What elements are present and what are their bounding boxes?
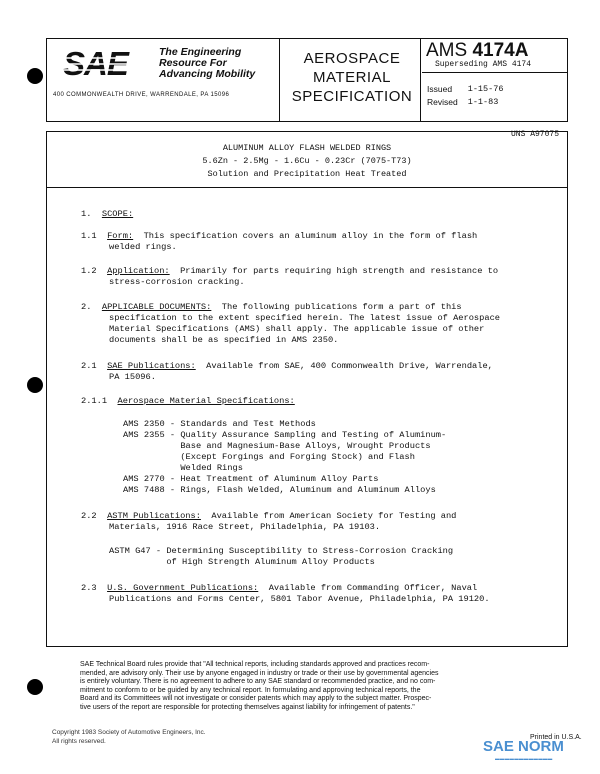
notice-line: Board and its Committees will not investigate or consider patents which may apply to the subject matter. Prospec-: [80, 695, 432, 703]
section-heading-form: Form:: [107, 231, 134, 241]
doc-type-line: AEROSPACE: [303, 50, 401, 67]
astm-list-item: of High Strength Aluminum Alloy Products: [109, 557, 375, 567]
section-number: 2.1.1: [81, 396, 108, 406]
notice-line: mitment to conform to or be guided by any technical report. In formulating and approving technical reports, the: [80, 686, 421, 694]
tagline-line: Resource For: [159, 57, 227, 69]
ams-prefix: AMS: [426, 40, 468, 61]
section-number: 1.: [81, 209, 92, 219]
tagline-line: The Engineering: [159, 46, 242, 58]
notice-line: is entirely voluntary. There is no agreement to adhere to any SAE standard or recommended practice, and no com-: [80, 678, 436, 686]
section-heading-applicable-documents: APPLICABLE DOCUMENTS:: [101, 302, 212, 312]
section-number: 2.: [81, 302, 92, 312]
notice-line: SAE Technical Board rules provide that "All technical reports, including standards approved and practices recom-: [80, 661, 430, 668]
section-text: The following publications form a part of this: [221, 302, 462, 312]
ams-list-item: AMS 2355 - Quality Assurance Sampling and Testing of Aluminum-: [123, 430, 447, 440]
section-number: 2.2: [81, 511, 97, 521]
section-number: 2.1: [81, 361, 97, 371]
sae-norm-watermark: SAE NORM: [483, 738, 564, 755]
ams-list-item: AMS 7488 - Rings, Flash Welded, Aluminum and Aluminum Alloys: [123, 485, 436, 495]
sae-logo: [63, 48, 173, 82]
section-text: welded rings.: [109, 242, 177, 252]
superseding-note: Superseding AMS 4174: [435, 60, 532, 69]
section-text: Publications and Forms Center, 5801 Tabor Avenue, Philadelphia, PA 19120.: [109, 594, 490, 604]
section-number: 2.3: [81, 583, 97, 593]
printed-in: Printed in U.S.A.: [530, 734, 582, 741]
issued-date: 1-15-76: [467, 84, 504, 94]
punch-hole-top: [27, 68, 43, 84]
ams-list-item: Welded Rings: [123, 463, 243, 473]
section-heading-scope: SCOPE:: [101, 209, 134, 219]
section-heading-sae-publications: SAE Publications:: [107, 361, 196, 371]
copyright-line: Copyright 1983 Society of Automotive Engineers, Inc.: [52, 729, 206, 736]
content-frame: [46, 131, 568, 647]
ams-number-value: 4174A: [472, 40, 529, 61]
notice-line: mended, are advisory only. Their use by anyone engaged in industry or trade or their use by governmental agencies: [80, 669, 439, 677]
title-line-2: 5.6Zn - 2.5Mg - 1.6Cu - 0.23Cr (7075-T73): [202, 156, 412, 166]
sae-address: 400 COMMONWEALTH DRIVE, WARRENDALE, PA 15096: [53, 92, 230, 98]
section-text: documents shall be as specified in AMS 2350.: [109, 335, 339, 345]
section-text: Materials, 1916 Race Street, Philadelphia, PA 19103.: [109, 522, 381, 532]
revised-label: Revised: [427, 97, 458, 107]
astm-list-item: ASTM G47 - Determining Susceptibility to Stress-Corrosion Cracking: [109, 546, 454, 556]
section-text: Material Specifications (AMS) shall apply. The applicable issue of other: [109, 324, 485, 334]
ams-list-item: Base and Magnesium-Base Alloys, Wrought Products: [123, 441, 431, 451]
section-text: stress-corrosion cracking.: [109, 277, 245, 287]
punch-hole-bottom: [27, 679, 43, 695]
section-heading-application: Application:: [107, 266, 170, 276]
tagline-line: Advancing Mobility: [159, 68, 256, 80]
sae-tagline: [159, 47, 255, 80]
section-text: This specification covers an aluminum alloy in the form of flash: [143, 231, 478, 241]
title-line-3: Solution and Precipitation Heat Treated: [207, 169, 407, 179]
notice-line: tive users of the report are responsible for protecting themselves against liability for infringement of patents.": [80, 703, 415, 711]
section-number: 1.2: [81, 266, 97, 276]
punch-hole-middle: [27, 377, 43, 393]
ams-number: [426, 40, 528, 62]
section-number: 1.1: [81, 231, 97, 241]
ams-list-item: (Except Forgings and Forging Stock) and Flash: [123, 452, 415, 462]
section-text: Primarily for parts requiring high strength and resistance to: [180, 266, 499, 276]
section-text: Available from Commanding Officer, Naval: [268, 583, 478, 593]
section-text: specification to the extent specified herein. The latest issue of Aerospace: [109, 313, 501, 323]
section-heading-us-gov-publications: U.S. Government Publications:: [107, 583, 259, 593]
issue-dates: [427, 83, 513, 109]
svg-text:SAE: SAE: [63, 48, 128, 82]
ams-list-item: AMS 2770 - Heat Treatment of Aluminum Alloy Parts: [123, 474, 379, 484]
copyright: [52, 728, 206, 746]
uns-number: UNS A97075: [510, 130, 559, 139]
section-heading-ams: Aerospace Material Specifications:: [117, 396, 295, 406]
header-box: [46, 38, 568, 122]
copyright-line: All rights reserved.: [52, 738, 106, 745]
issued-label: Issued: [427, 84, 453, 94]
section-text: Available from SAE, 400 Commonwealth Drive, Warrendale,: [206, 361, 493, 371]
revised-date: 1-1-83: [467, 97, 499, 107]
doc-type-line: SPECIFICATION: [291, 88, 413, 105]
section-text: Available from American Society for Testing and: [211, 511, 457, 521]
document-title: [47, 142, 567, 181]
document-type: [287, 49, 417, 106]
ams-list-item: AMS 2350 - Standards and Test Methods: [123, 419, 316, 429]
watermark-underline: ▬▬▬▬▬▬▬▬▬▬▬▬: [495, 756, 553, 761]
title-line-1: ALUMINUM ALLOY FLASH WELDED RINGS: [222, 143, 392, 153]
doc-type-line: MATERIAL: [313, 69, 391, 86]
section-text: PA 15096.: [109, 372, 156, 382]
section-heading-astm-publications: ASTM Publications:: [107, 511, 201, 521]
technical-board-notice: [80, 661, 550, 713]
